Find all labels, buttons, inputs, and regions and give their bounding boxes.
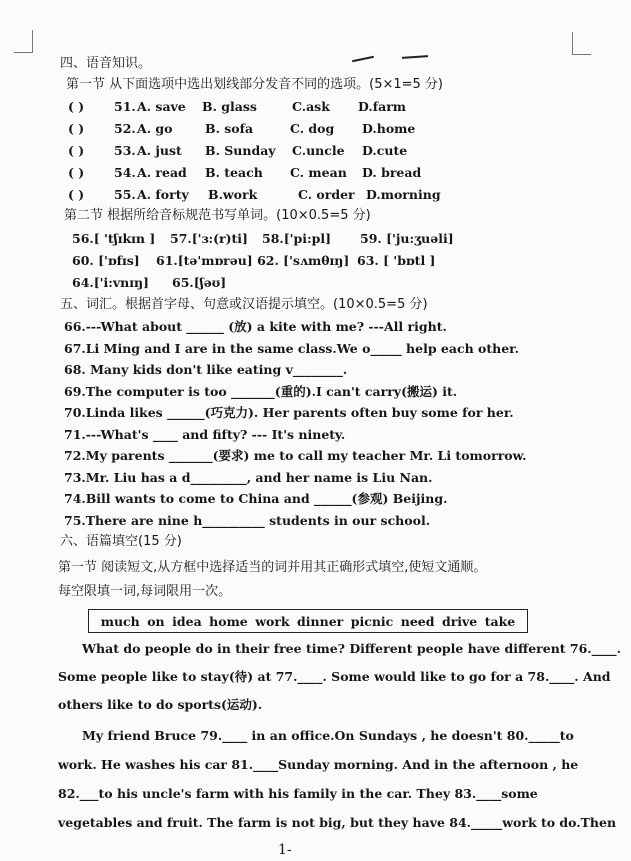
phonetic-item: 61.[tə'mɒrəu] 62. ['sʌmθɪŋ] xyxy=(156,253,350,268)
section-6-part1-title: 第一节 阅读短文,从方框中选择适当的词并用其正确形式填空,使短文通顺。 xyxy=(58,560,487,575)
option-d: D.home xyxy=(362,121,416,136)
word-box-item: work xyxy=(255,613,290,629)
option-d: D.farm xyxy=(358,99,407,114)
page-mark: 1- xyxy=(278,842,292,858)
question-paren[interactable]: ( ) xyxy=(68,187,85,202)
question-number: 55. xyxy=(114,187,136,202)
option-a: A. go xyxy=(137,121,173,136)
word-box-item: dinner xyxy=(297,613,344,629)
option-b: B. glass xyxy=(202,99,257,114)
option-a: A. save xyxy=(137,99,186,114)
vocab-item[interactable]: 72.My parents _______(要求) me to call my teacher Mr. Li tomorrow. xyxy=(64,448,527,463)
section-6-part1-note: 每空限填一词,每词限用一次。 xyxy=(58,584,232,599)
option-a: A. forty xyxy=(137,187,189,202)
vocab-item[interactable]: 67.Li Ming and I are in the same class.We o_____ help each other. xyxy=(64,341,519,356)
word-box-item: on xyxy=(147,613,165,629)
question-number: 54. xyxy=(114,165,136,180)
passage-line[interactable]: My friend Bruce 79.____ in an office.On Sundays , he doesn't 80._____to xyxy=(82,728,574,743)
phonetic-item: 57.['ɜ:(r)ti] xyxy=(170,231,248,246)
phonetic-item: 56.[ 'tʃɪkɪn ] xyxy=(72,231,156,246)
option-c: C. dog xyxy=(290,121,335,136)
vocab-item[interactable]: 68. Many kids don't like eating v________. xyxy=(64,362,348,377)
section-4-part2-title: 第二节 根据所给音标规范书写单词。(10×0.5=5 分) xyxy=(64,208,371,223)
question-number: 51. xyxy=(114,99,136,114)
section-5-title: 五、词汇。根据首字母、句意或汉语提示填空。(10×0.5=5 分) xyxy=(60,297,428,312)
option-a: A. read xyxy=(137,165,187,180)
word-box-item: drive xyxy=(441,613,478,629)
section-4-part1-title: 第一节 从下面选项中选出划线部分发音不同的选项。(5×1=5 分) xyxy=(66,77,444,92)
phonetic-item: 58.['pi:pl] xyxy=(262,231,331,246)
passage-line[interactable]: What do people do in their free time? Different people have different 76.____. xyxy=(82,641,622,656)
option-d: D.morning xyxy=(366,187,441,202)
option-b: B. sofa xyxy=(205,121,254,136)
option-c: C.uncle xyxy=(292,143,345,158)
option-a: A. just xyxy=(137,143,182,158)
vocab-item[interactable]: 69.The computer is too _______(重的).I can't carry(搬运) it. xyxy=(64,384,458,399)
pen-mark xyxy=(352,56,374,63)
option-d: D. bread xyxy=(362,165,422,180)
section-4-title: 四、语音知识。 xyxy=(60,56,152,71)
vocab-item[interactable]: 74.Bill wants to come to China and ______(参观) Beijing. xyxy=(64,491,448,506)
option-b: B.work xyxy=(208,187,258,202)
question-number: 52. xyxy=(114,121,136,136)
word-box-item: picnic xyxy=(350,613,394,629)
question-paren[interactable]: ( ) xyxy=(68,165,85,180)
question-paren[interactable]: ( ) xyxy=(68,99,85,114)
vocab-item[interactable]: 66.---What about ______ (放) a kite with me? ---All right. xyxy=(64,319,447,334)
word-box-item: home xyxy=(209,613,248,629)
vocab-item[interactable]: 70.Linda likes ______(巧克力). Her parents often buy some for her. xyxy=(64,405,514,420)
phonetic-item: 59. ['ju:ʒuəli] xyxy=(360,231,454,246)
option-c: C. mean xyxy=(290,165,347,180)
question-paren[interactable]: ( ) xyxy=(68,121,85,136)
option-b: B. teach xyxy=(205,165,263,180)
option-b: B. Sunday xyxy=(205,143,276,158)
option-c: C.ask xyxy=(292,99,330,114)
word-box xyxy=(88,609,528,633)
section-6-title: 六、语篇填空(15 分) xyxy=(60,534,182,549)
passage-line[interactable]: 82.___to his uncle's farm with his family in the car. They 83.____some xyxy=(58,786,538,801)
passage-line[interactable]: work. He washes his car 81.____Sunday morning. And in the afternoon , he xyxy=(58,757,579,772)
passage-line[interactable]: Some people like to stay(待) at 77.____. Some would like to go for a 78.____. And xyxy=(58,669,611,684)
word-box-item: need xyxy=(400,613,435,629)
phonetic-item: 60. ['ɒfɪs] xyxy=(72,253,140,268)
question-number: 53. xyxy=(114,143,136,158)
passage-line[interactable]: vegetables and fruit. The farm is not big, but they have 84._____work to do.Then xyxy=(58,815,617,830)
phonetic-item: 64.['i:vnɪŋ] xyxy=(72,275,149,290)
corner-mark-top-right xyxy=(572,32,591,55)
question-paren[interactable]: ( ) xyxy=(68,143,85,158)
option-d: D.cute xyxy=(362,143,408,158)
vocab-item[interactable]: 73.Mr. Liu has a d_________, and her name is Liu Nan. xyxy=(64,470,433,485)
word-box-item: take xyxy=(484,613,516,629)
phonetic-item: 65.[ʃəʊ] xyxy=(172,275,227,290)
vocab-item[interactable]: 71.---What's ____ and fifty? --- It's ninety. xyxy=(64,427,346,442)
corner-mark-top-left xyxy=(14,30,33,53)
word-box-item: much xyxy=(100,613,140,629)
vocab-item[interactable]: 75.There are nine h__________ students in our school. xyxy=(64,513,431,528)
passage-line: others like to do sports(运动). xyxy=(58,697,263,712)
option-c: C. order xyxy=(298,187,355,202)
word-box-item: idea xyxy=(172,613,202,629)
pen-mark xyxy=(402,55,428,59)
phonetic-item: 63. [ 'bɒtl ] xyxy=(357,253,436,268)
